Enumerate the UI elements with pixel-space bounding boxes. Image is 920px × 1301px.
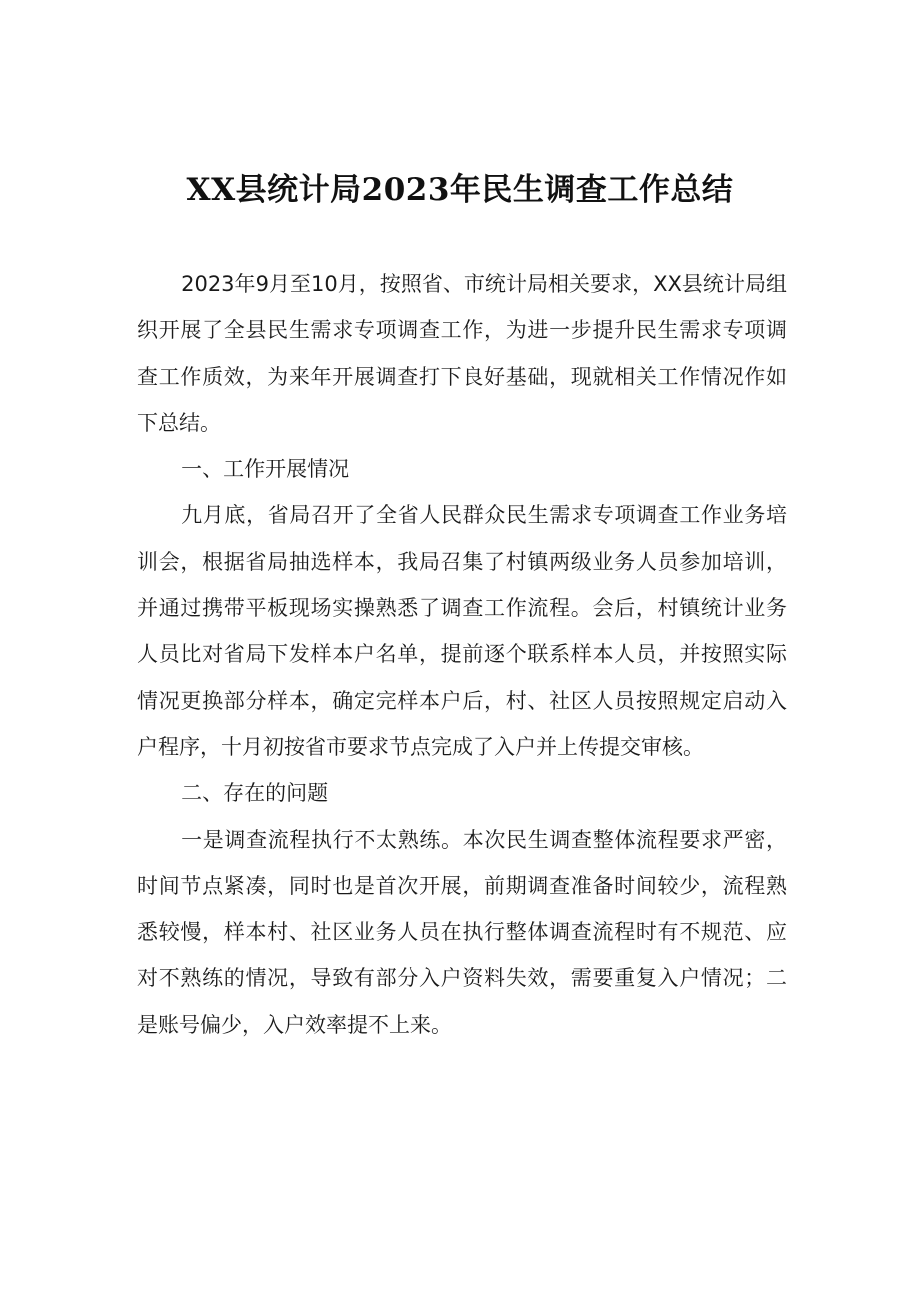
intro-paragraph: 2023年9月至10月，按照省、市统计局相关要求，XX县统计局组织开展了全县民生需求专项调查工作，为进一步提升民生需求专项调查工作质效，为来年开展调查打下良好基础，现就相关工作情况作如下总结。 <box>137 272 787 435</box>
section-heading-work-progress: 一、工作开展情况 <box>181 457 350 482</box>
document-body <box>137 261 787 1048</box>
work-progress-paragraph: 九月底，省局召开了全省人民群众民生需求专项调查工作业务培训会，根据省局抽选样本，我局召集了村镇两级业务人员参加培训，并通过携带平板现场实操熟悉了调查工作流程。会后，村镇统计业务人员比对省局下发样本户名单，提前逐个联系样本人员，并按照实际情况更换部分样本，确定完样本户后，村、社区人员按照规定启动入户程序，十月初按省市要求节点完成了入户并上传提交审核。 <box>137 503 787 759</box>
section-heading-existing-problems: 二、存在的问题 <box>181 781 329 806</box>
existing-problems-paragraph: 一是调查流程执行不太熟练。本次民生调查整体流程要求严密，时间节点紧凑，同时也是首次开展，前期调查准备时间较少，流程熟悉较慢，样本村、社区业务人员在执行整体调查流程时有不规范、应对不熟练的情况，导致有部分入户资料失效，需要重复入户情况；二是账号偏少，入户效率提不上来。 <box>137 827 787 1037</box>
document-title: XX县统计局2023年民生调查工作总结 <box>186 172 734 208</box>
